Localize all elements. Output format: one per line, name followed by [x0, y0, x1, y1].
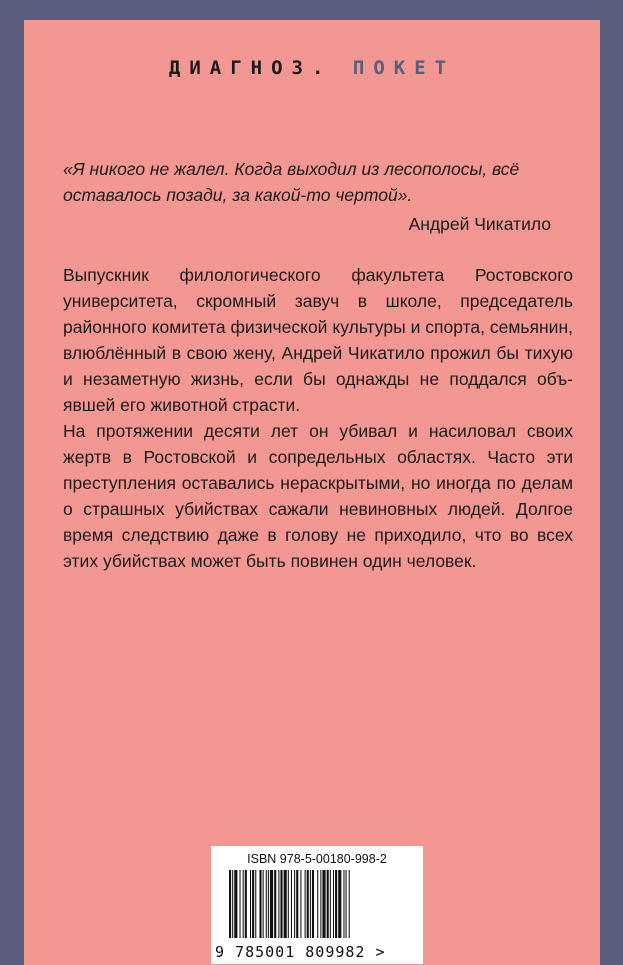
barcode-bar: [322, 870, 325, 938]
epigraph-author: Андрей Чикатило: [408, 214, 551, 234]
barcode-bar: [300, 870, 301, 938]
barcode-bar: [330, 870, 331, 938]
barcode-icon: [229, 870, 409, 950]
barcode-bar: [263, 870, 264, 938]
barcode-bar: [307, 870, 309, 938]
epigraph-quote: «Я никого не жалел. Когда выходил из лесополосы, всё оставалось позади, за какой-то чертой».: [63, 159, 520, 205]
barcode-bar: [284, 870, 287, 938]
barcode-bar: [343, 870, 344, 938]
barcode-bar: [312, 870, 314, 938]
barcode-bar: [266, 870, 267, 938]
barcode-bar: [317, 870, 318, 938]
annotation-paragraph-2: На протяжении десяти лет он убивал и насиловал своих жертв в Ростовской и сопредельных областях. Часто эти преступления оставались нераскрытыми, но иногда по делам о страшных убийствах сажали невиновных людей. Долгое время следствию даже в голову не приходило, что во всех этих убийствах может быть повинен один человек.: [63, 421, 573, 571]
barcode-bar: [243, 870, 244, 938]
isbn-label: ISBN 978-5-00180-998-2: [247, 852, 387, 866]
barcode-bar: [296, 870, 298, 938]
barcode-bar: [288, 870, 289, 938]
barcode-bar: [255, 870, 256, 938]
barcode-bar: [338, 870, 341, 938]
barcode-bar: [259, 870, 261, 938]
barcode-bar: [234, 870, 237, 938]
barcode-bar: [327, 870, 329, 938]
barcode-bar: [245, 870, 247, 938]
barcode-bar: [346, 870, 347, 938]
barcode-bar: [310, 870, 311, 938]
series-title-accent: ПОКЕТ: [352, 57, 456, 79]
barcode-bar: [291, 870, 292, 938]
barcode-bar: [252, 870, 254, 938]
barcode-bar: [250, 870, 251, 938]
series-title-main: ДИАГНОЗ.: [168, 57, 333, 79]
barcode-bar: [240, 870, 241, 938]
barcode-bar: [280, 870, 282, 938]
series-title: [24, 57, 600, 79]
barcode-bar: [305, 870, 306, 938]
barcode-bar: [270, 870, 273, 938]
annotation-paragraph-1: Выпускник филологического факультета Ростовского университета, скромный завуч в школе, председатель районного комитета физической культуры и спорта, семьянин, влюблённый в свою жену, Андрей Чикатило прожил бы тихую и незаметную жизнь, если бы однажды не поддался объявшей его животной страсти.: [63, 265, 573, 415]
back-cover: [24, 20, 600, 965]
barcode-bar: [320, 870, 321, 938]
annotation-text: [63, 262, 573, 574]
barcode-bar: [349, 870, 350, 938]
barcode-panel: [211, 846, 423, 964]
barcode-bar: [333, 870, 334, 938]
barcode-bar: [268, 870, 269, 938]
barcode-digits: 9 785001 809982 >: [215, 943, 386, 961]
barcode-bar: [278, 870, 279, 938]
barcode-bar: [335, 870, 337, 938]
barcode-bar: [232, 870, 233, 938]
barcode-bar: [274, 870, 276, 938]
barcode-bar: [294, 870, 295, 938]
barcode-bar: [229, 870, 231, 938]
